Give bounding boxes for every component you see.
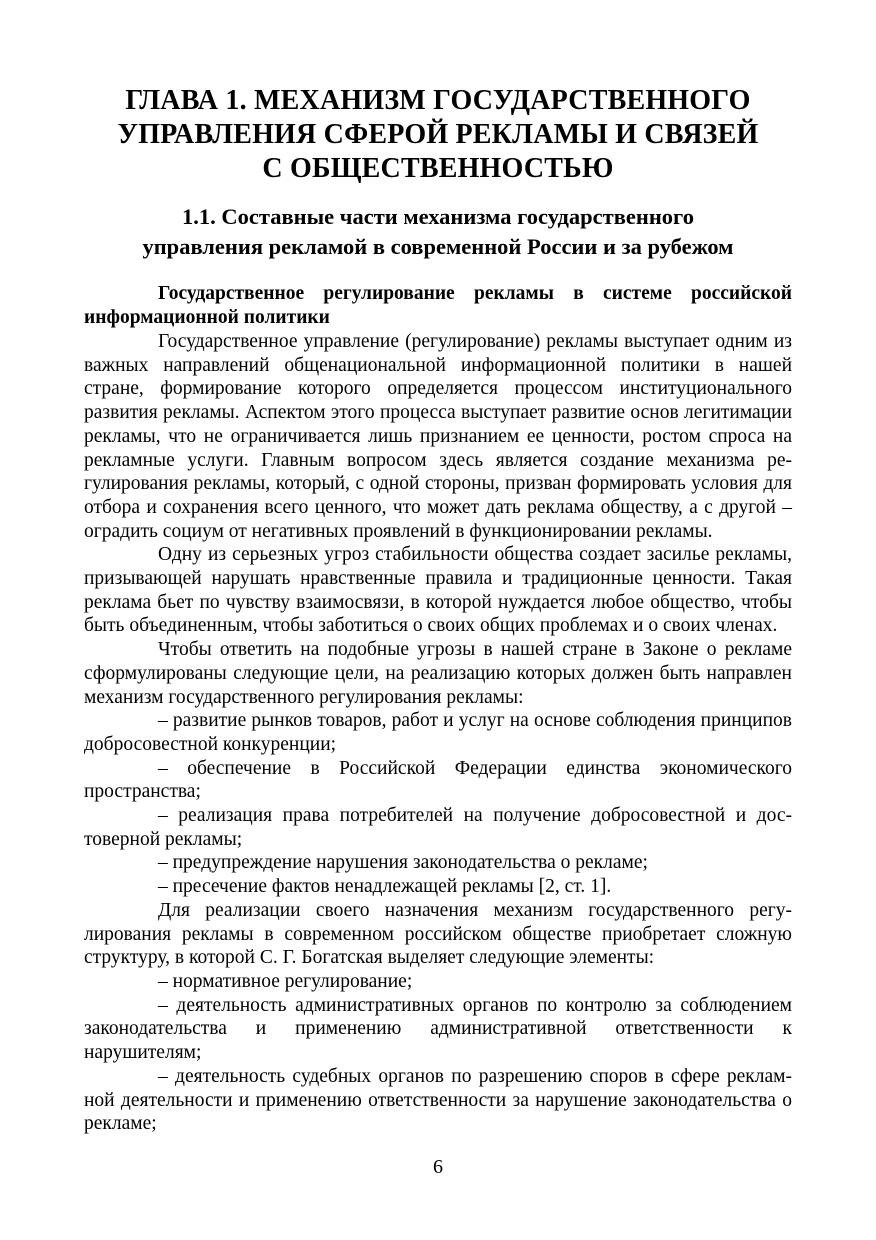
section-title-line-1: 1.1. Составные части механизма государственного [182, 204, 694, 229]
section-title [84, 202, 792, 262]
paragraph: Чтобы ответить на подобные угрозы в нашей стране в Законе о рекламе сформулированы следующие цели, на реализацию которых должен быть направлен механизм государственного регулирования рекламы: [84, 639, 792, 708]
paragraph: Для реализации своего назначения механизм государственного регулирования рекламы в современном российском обществе приобретает сложную структуру, в которой С. Г. Богатская выделяет следующие элементы: [84, 899, 792, 969]
page-number: 6 [433, 1156, 443, 1178]
section-title-line-2: управления рекламой в современной России и за рубежом [142, 234, 734, 259]
list-item: – реализация права потребителей на получение добросовестной и достоверной рекламы; [84, 805, 792, 850]
list-item: – предупреждение нарушения законодательства о рекламе; [158, 852, 648, 874]
chapter-title [84, 84, 792, 186]
list-item: – обеспечение в Российской Федерации единства экономического пространства; [84, 757, 792, 803]
list-item: – нормативное регулирование; [158, 970, 413, 992]
list-item: – деятельность административных органов по контролю за соблюдением законодательства и применению административной ответственности к нарушителям; [84, 994, 792, 1064]
chapter-title-line-1: ГЛАВА 1. МЕХАНИЗМ ГОСУДАРСТВЕННОГО [125, 85, 751, 116]
subsection-title: Государственное регулирование рекламы в системе российской информационной политики [84, 283, 792, 328]
list-item: – развитие рынков товаров, работ и услуг на основе соблюдения принципов добросовестной конкуренции; [84, 710, 792, 755]
paragraph: Государственное управление (регулирование) рекламы выступает одним из важных направлений общенациональной информационной политики в нашей стране, формирование которого определяется процессом институционального развития рекламы. Аспектом этого процесса выступает развитие основ легитимации рекламы, что не ограничивается лишь признанием ее ценности, ростом спроса на рекламные услуги. Главным вопросом здесь является создание механизма регулирования рекламы, который, с одной стороны, призван формировать условия для отбора и сохранения всего ценного, что может дать реклама обществу, а с другой – оградить социум от негативных проявлений в функционировании рекламы. [84, 331, 792, 542]
chapter-title-line-3: С ОБЩЕСТВЕННОСТЬЮ [262, 153, 614, 184]
paragraph: Одну из серьезных угроз стабильности общества создает засилье рекламы, призывающей нарушать нравственные правила и традиционные ценности. Такая реклама бьет по чувству взаимосвязи, в которой нуждается любое общество, чтобы быть объединенным, чтобы заботиться о своих общих проблемах и о своих членах. [84, 544, 792, 637]
list-item: – деятельность судебных органов по разрешению споров в сфере рекламной деятельности и применению ответственности за нарушение законодательства о рекламе; [84, 1065, 792, 1135]
chapter-title-line-2: УПРАВЛЕНИЯ СФЕРОЙ РЕКЛАМЫ И СВЯЗЕЙ [117, 119, 759, 150]
page-content [84, 84, 792, 1136]
list-item: – пресечение фактов ненадлежащей рекламы [2, ст. 1]. [158, 876, 612, 898]
